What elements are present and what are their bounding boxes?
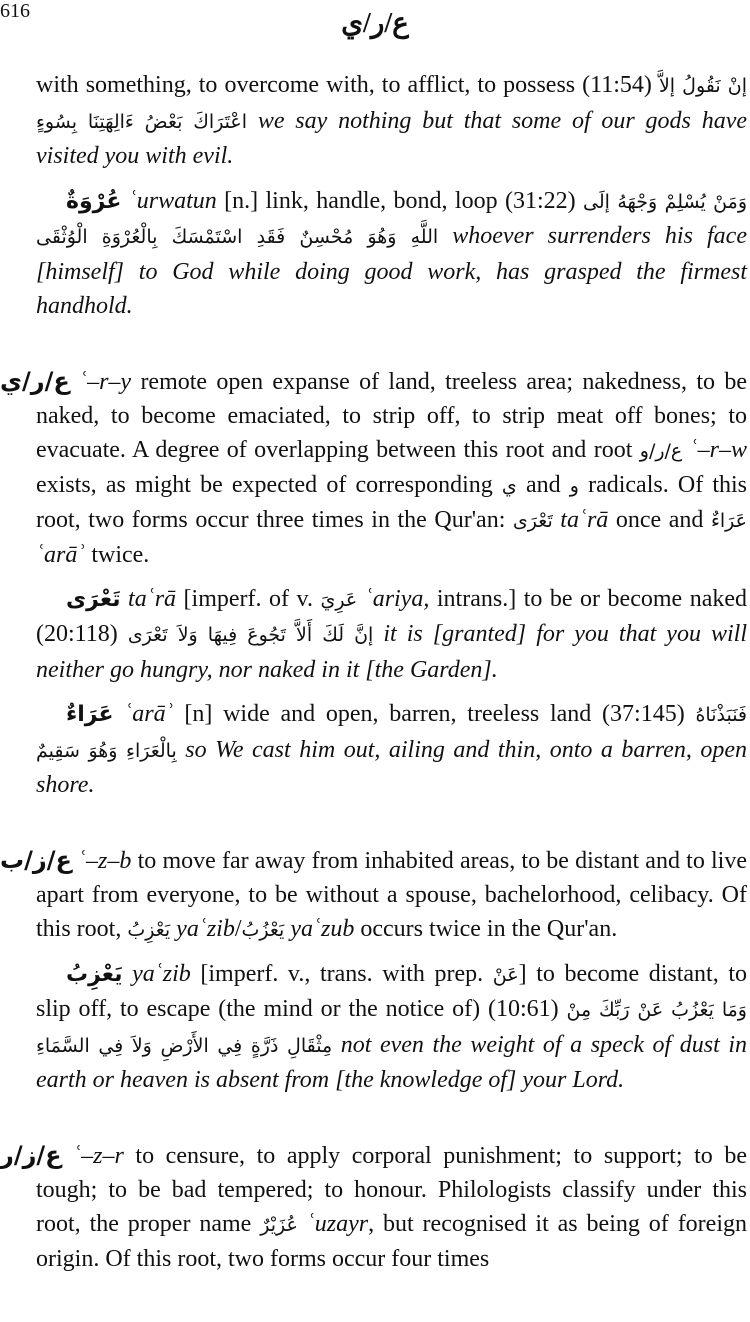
page-number: 616 [0, 0, 30, 22]
sub-entry-ara: عَرَاءٌ ʿarāʾ [n] wide and open, barren, treeless land (37:145) فَنَبَذْنَاهُ بِالْعَرَاءِ وَهُوَ سَقِيمٌ so We cast him out, ailing and thin, onto a barren, open shore. [36, 701, 748, 798]
headword: يَعْزِبُ [66, 961, 123, 987]
dictionary-page-body [0, 68, 750, 1276]
sub-entry-tara: تَعْرَى taʿrā [imperf. of v. عَرِيَ ʿariya, intrans.] to be or become naked (20:118) إنَّ لَكَ أَلاَّ تَجُوعَ فِيهَا وَلاَ تَعْرَى it is [granted] for you that you will neither go hungry, nor naked in it [the Garden]. [36, 585, 748, 683]
root-label: ع/ز/ر [0, 1140, 62, 1169]
headword: عُرْوَةٌ [66, 188, 122, 214]
running-head: ع/ر/ي [341, 8, 409, 39]
root-label: ع/ز/ب [0, 845, 72, 874]
root-label: ع/ر/ي [0, 366, 70, 395]
root-entry-ayn-za-ra: ع/ز/ر ʿ–z–r to censure, to apply corporal punishment; to support; to be tough; to be bad tempered; to honour. Philologists classify under this root, the proper name عُزَيْرٌ ʿuzayr, but recognised it as being of foreign origin. Of this root, two forms occur four times [0, 1140, 747, 1272]
root-entry-ayn-za-ba: ع/ز/ب ʿ–z–b to move far away from inhabited areas, to be distant and to live apart from everyone, to be without a spouse, bachelorhood, celibacy. Of this root, يَعْزِبُ yaʿzib/يَعْزُبُ yaʿzub occurs twice in the Qur'an. [0, 845, 747, 942]
entry-continuation: with something, to overcome with, to afflict, to possess (11:54) إنْ نَقُولُ إلاَّ اعْتَرَاكَ بَعْضُ ءَالِهَتِنَا بِسُوءٍ we say nothing but that some of our gods have visited you with evil. [36, 72, 748, 169]
sub-entry-yazib: يَعْزِبُ yaʿzib [imperf. v., trans. with prep. عَنْ] to become distant, to slip off, to escape (the mind or the notice of) (10:61) وَمَا يَعْزُبُ عَنْ رَبِّكَ مِنْ مِثْقَالِ ذَرَّةٍ فِي الأَرْضِ وَلاَ فِي السَّمَاءِ not even the weight of a speck of dust in earth or heaven is absent from [the knowledge of] your Lord. [36, 960, 748, 1093]
headword: عَرَاءٌ [66, 702, 114, 727]
headword: تَعْرَى [66, 586, 121, 612]
root-entry-ayn-ra-ya: ع/ر/ي ʿ–r–y remote open expanse of land, treeless area; nakedness, to be naked, to become emaciated, to strip off, to strip meat off bones; to evacuate. A degree of overlapping between this root and root ع/ر/و ʿ–r–w exists, as might be expected of corresponding ي and و radicals. Of this root, two forms occur three times in the Qur'an: تَعْرَى taʿrā once and عَرَاءٌ ʿarāʾ twice. [0, 366, 748, 568]
sub-entry-urwatun: عُرْوَةٌ ʿurwatun [n.] link, handle, bond, loop (31:22) وَمَنْ يُسْلِمْ وَجْهَهُ إلَى اللَّهِ وَهُوَ مُحْسِنٌ فَقَدِ اسْتَمْسَكَ بِالْعُرْوَةِ الْوُثْقَى whoever surrenders his face [himself] to God while doing good work, has grasped the firmest handhold. [36, 187, 747, 319]
